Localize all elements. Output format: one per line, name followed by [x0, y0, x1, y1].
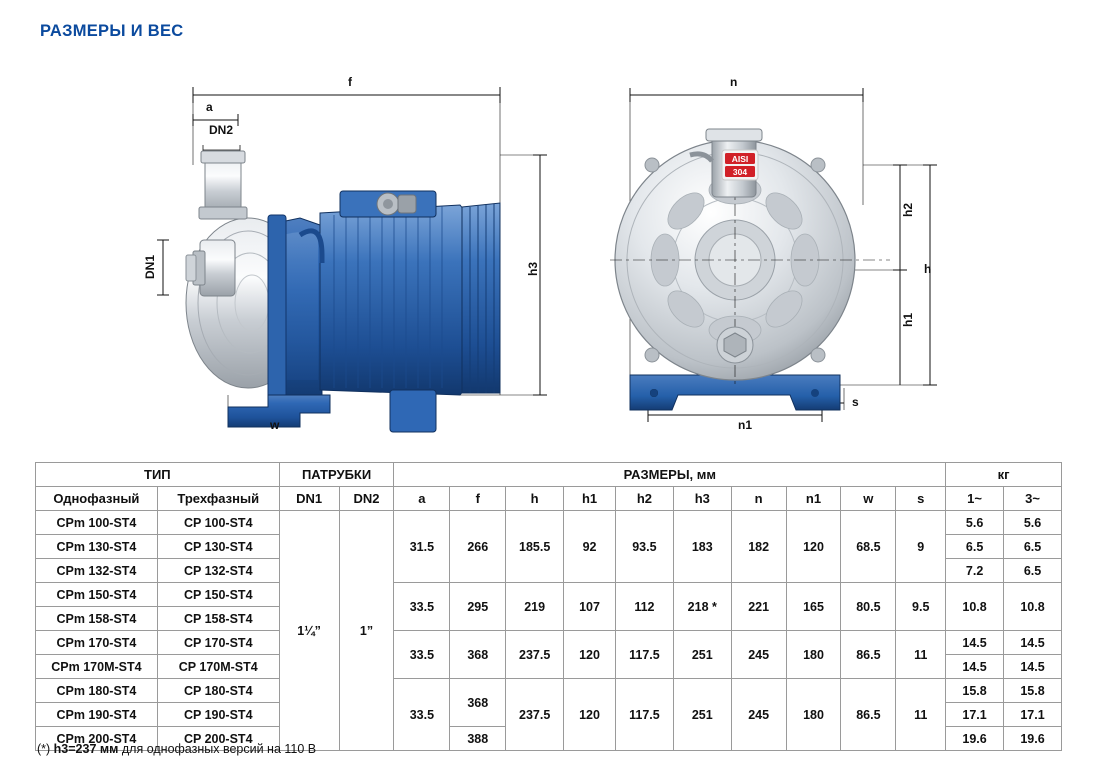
cell-kg-3ph: 5.6 [1004, 511, 1062, 535]
cell-n1: 165 [786, 583, 841, 631]
cell-three-phase: CP 130-ST4 [157, 535, 279, 559]
cell-kg-1ph: 17.1 [946, 703, 1004, 727]
table-row [36, 511, 1062, 535]
cell-f: 266 [450, 511, 506, 583]
cell-single-phase: CPm 200-ST4 [36, 727, 158, 751]
cell-a: 31.5 [394, 511, 450, 583]
cell-three-phase: CP 158-ST4 [157, 607, 279, 631]
cell-h1: 107 [564, 583, 616, 631]
cell-single-phase: CPm 100-ST4 [36, 511, 158, 535]
cell-three-phase: CP 170-ST4 [157, 631, 279, 655]
header-weight-1ph: 1~ [946, 487, 1004, 511]
cell-single-phase: CPm 190-ST4 [36, 703, 158, 727]
table-row [36, 631, 1062, 655]
cell-h2: 117.5 [615, 631, 673, 679]
cell-n: 182 [731, 511, 786, 583]
cell-w: 80.5 [841, 583, 896, 631]
cell-a: 33.5 [394, 631, 450, 679]
cell-a: 33.5 [394, 679, 450, 751]
cell-s: 11 [896, 631, 946, 679]
header-f: f [450, 487, 506, 511]
header-h1: h1 [564, 487, 616, 511]
table-row [36, 679, 1062, 703]
pump-side-view-drawing [0, 55, 560, 455]
cell-f: 368 [450, 631, 506, 679]
dim-label-dn1: DN1 [143, 255, 157, 280]
cell-kg-1ph: 7.2 [946, 559, 1004, 583]
header-h: h [506, 487, 564, 511]
cell-f: 388 [450, 727, 506, 751]
cell-single-phase: CPm 170M-ST4 [36, 655, 158, 679]
header-n1: n1 [786, 487, 841, 511]
page-title: РАЗМЕРЫ И ВЕС [40, 22, 184, 40]
dim-label-dn2: DN2 [209, 123, 234, 137]
cell-kg-1ph: 14.5 [946, 631, 1004, 655]
cell-kg-3ph: 14.5 [1004, 655, 1062, 679]
drawings-area [0, 55, 1097, 455]
cell-n: 245 [731, 631, 786, 679]
cell-h2: 112 [615, 583, 673, 631]
cell-h3: 251 [673, 679, 731, 751]
cell-three-phase: CP 190-ST4 [157, 703, 279, 727]
dimensions-table-wrapper [35, 462, 1062, 751]
cell-three-phase: CP 100-ST4 [157, 511, 279, 535]
dim-label-a: a [206, 100, 213, 114]
cell-kg-3ph: 6.5 [1004, 559, 1062, 583]
header-single-phase: Однофазный [36, 487, 158, 511]
header-n: n [731, 487, 786, 511]
dim-label-w: w [270, 418, 280, 432]
header-dn2: DN2 [339, 487, 394, 511]
cell-single-phase: CPm 132-ST4 [36, 559, 158, 583]
cell-single-phase: CPm 150-ST4 [36, 583, 158, 607]
header-w: w [841, 487, 896, 511]
cell-kg-1ph: 10.8 [946, 583, 1004, 631]
cell-dn2: 1” [339, 511, 394, 751]
cell-f: 295 [450, 583, 506, 631]
header-weight-3ph: 3~ [1004, 487, 1062, 511]
cell-w: 68.5 [841, 511, 896, 583]
cell-h3: 251 [673, 631, 731, 679]
cell-h: 237.5 [506, 631, 564, 679]
table-header-sub [36, 487, 1062, 511]
cell-kg-3ph: 10.8 [1004, 583, 1062, 631]
cell-h3: 183 [673, 511, 731, 583]
cell-h: 219 [506, 583, 564, 631]
cell-n: 221 [731, 583, 786, 631]
cell-f: 368 [450, 679, 506, 727]
cell-single-phase: CPm 158-ST4 [36, 607, 158, 631]
cell-kg-3ph: 14.5 [1004, 631, 1062, 655]
dim-label-h1: h1 [901, 313, 915, 328]
cell-a: 33.5 [394, 583, 450, 631]
header-h2: h2 [615, 487, 673, 511]
cell-kg-1ph: 6.5 [946, 535, 1004, 559]
cell-s: 9.5 [896, 583, 946, 631]
cell-three-phase: CP 150-ST4 [157, 583, 279, 607]
cell-three-phase: CP 132-ST4 [157, 559, 279, 583]
cell-kg-1ph: 5.6 [946, 511, 1004, 535]
pump-front-view-drawing [600, 55, 1030, 455]
cell-h2: 117.5 [615, 679, 673, 751]
header-three-phase: Трехфазный [157, 487, 279, 511]
cell-h: 185.5 [506, 511, 564, 583]
table-row [36, 583, 1062, 607]
cell-kg-3ph: 19.6 [1004, 727, 1062, 751]
header-a: a [394, 487, 450, 511]
dim-label-h: h [924, 262, 932, 276]
cell-w: 86.5 [841, 631, 896, 679]
cell-three-phase: CP 180-ST4 [157, 679, 279, 703]
cell-kg-1ph: 14.5 [946, 655, 1004, 679]
svg-text:AISI: AISI [731, 154, 749, 164]
dim-label-s: s [852, 395, 859, 409]
cell-single-phase: CPm 180-ST4 [36, 679, 158, 703]
cell-single-phase: CPm 130-ST4 [36, 535, 158, 559]
cell-n: 245 [731, 679, 786, 751]
header-type: ТИП [36, 463, 280, 487]
header-s: s [896, 487, 946, 511]
cell-kg-3ph: 6.5 [1004, 535, 1062, 559]
footnote [37, 742, 316, 756]
cell-kg-3ph: 17.1 [1004, 703, 1062, 727]
cell-three-phase: CP 200-ST4 [157, 727, 279, 751]
cell-dn1: 1¼” [279, 511, 339, 751]
cell-h2: 93.5 [615, 511, 673, 583]
cell-single-phase: CPm 170-ST4 [36, 631, 158, 655]
cell-h1: 92 [564, 511, 616, 583]
header-h3: h3 [673, 487, 731, 511]
dim-label-h2: h2 [901, 203, 915, 218]
cell-kg-1ph: 15.8 [946, 679, 1004, 703]
cell-h3: 218 * [673, 583, 731, 631]
cell-three-phase: CP 170M-ST4 [157, 655, 279, 679]
cell-kg-1ph: 19.6 [946, 727, 1004, 751]
dim-label-n: n [730, 75, 738, 89]
cell-s: 9 [896, 511, 946, 583]
dim-label-f: f [348, 75, 352, 89]
cell-s: 11 [896, 679, 946, 751]
cell-n1: 180 [786, 631, 841, 679]
footnote-rest: для однофазных версий на 110 В [118, 742, 317, 756]
dim-label-h3: h3 [526, 262, 540, 277]
footnote-prefix: (*) [37, 742, 54, 756]
table-header-top [36, 463, 1062, 487]
cell-w: 86.5 [841, 679, 896, 751]
dimensions-table [35, 462, 1062, 751]
svg-text:304: 304 [732, 167, 748, 177]
cell-h1: 120 [564, 631, 616, 679]
header-weight: кг [946, 463, 1062, 487]
cell-kg-3ph: 15.8 [1004, 679, 1062, 703]
cell-n1: 120 [786, 511, 841, 583]
dim-label-n1: n1 [738, 418, 753, 432]
header-dimensions: РАЗМЕРЫ, мм [394, 463, 946, 487]
cell-n1: 180 [786, 679, 841, 751]
header-ports: ПАТРУБКИ [279, 463, 394, 487]
header-dn1: DN1 [279, 487, 339, 511]
cell-h: 237.5 [506, 679, 564, 751]
cell-h1: 120 [564, 679, 616, 751]
footnote-bold: h3=237 мм [53, 742, 119, 756]
